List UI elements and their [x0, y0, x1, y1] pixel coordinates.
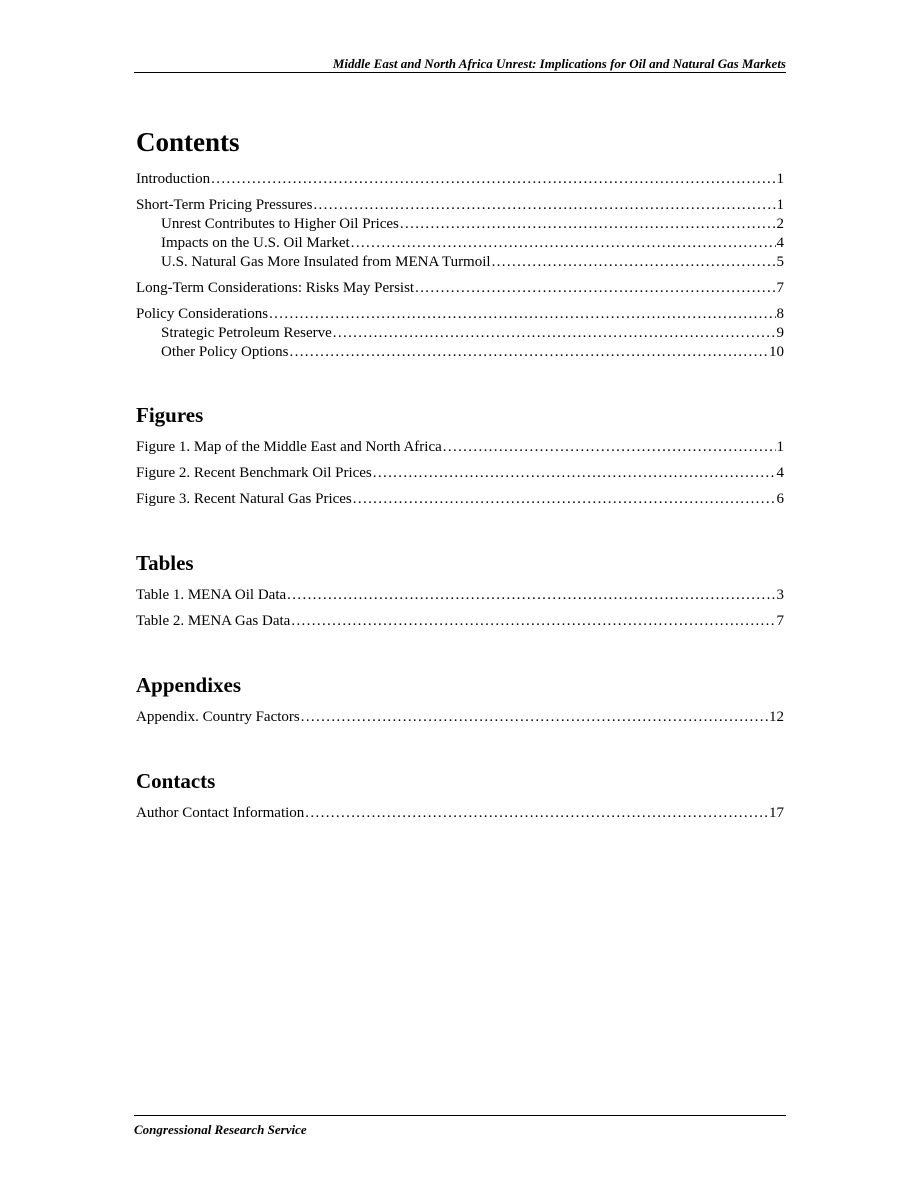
toc-entry-title: Figure 2. Recent Benchmark Oil Prices: [136, 465, 372, 481]
toc-entry[interactable]: [136, 343, 784, 361]
toc-entry[interactable]: [136, 612, 784, 630]
toc-entry-page-number: 4: [776, 235, 784, 251]
contents-heading: Contents: [136, 127, 240, 157]
dot-leader: [400, 215, 776, 233]
toc-entry-title: Table 1. MENA Oil Data: [136, 587, 287, 603]
figures-list: [136, 438, 784, 508]
toc-entry[interactable]: [136, 253, 784, 271]
toc-entry[interactable]: [136, 196, 784, 214]
toc-entry-page-number: 6: [776, 491, 784, 507]
toc-entry[interactable]: [136, 438, 784, 456]
toc-entry-page-number: 3: [776, 587, 784, 603]
toc-entry[interactable]: [136, 324, 784, 342]
toc-entry-title: Unrest Contributes to Higher Oil Prices: [161, 216, 399, 232]
running-header: [134, 55, 786, 73]
dot-leader: [492, 253, 776, 271]
contacts-heading: Contacts: [136, 769, 216, 793]
toc-entry-page-number: 1: [776, 171, 784, 187]
page-footer: [134, 1115, 786, 1138]
toc-entry-title: Introduction: [136, 171, 211, 187]
dot-leader: [291, 612, 775, 630]
appendixes-section: [136, 670, 784, 726]
tables-list: [136, 586, 784, 630]
appendixes-list: [136, 708, 784, 726]
contents-list: [136, 170, 784, 361]
toc-entry-page-number: 4: [776, 465, 784, 481]
toc-entry-page-number: 5: [776, 254, 784, 270]
dot-leader: [313, 196, 775, 214]
dot-leader: [351, 234, 776, 252]
toc-entry-title: Appendix. Country Factors: [136, 709, 300, 725]
contents-section: [136, 122, 784, 361]
dot-leader: [211, 170, 775, 188]
appendixes-heading: Appendixes: [136, 673, 242, 697]
toc-entry[interactable]: [136, 804, 784, 822]
toc-entry-page-number: 8: [776, 306, 784, 322]
toc-entry-page-number: 9: [776, 325, 784, 341]
toc-entry-title: Other Policy Options: [161, 344, 289, 360]
dot-leader: [373, 464, 776, 482]
running-header-title: Middle East and North Africa Unrest: Implications for Oil and Natural Gas Markets: [332, 56, 786, 71]
toc-entry-title: Impacts on the U.S. Oil Market: [161, 235, 350, 251]
toc-entry-title: Strategic Petroleum Reserve: [161, 325, 332, 341]
dot-leader: [415, 279, 775, 297]
footer-text: Congressional Research Service: [134, 1122, 307, 1137]
toc-entry[interactable]: [136, 490, 784, 508]
toc-entry-page-number: 2: [776, 216, 784, 232]
toc-entry-title: Author Contact Information: [136, 805, 305, 821]
tables-heading: Tables: [136, 551, 194, 575]
contacts-list: [136, 804, 784, 822]
toc-entry-title: Short-Term Pricing Pressures: [136, 197, 313, 213]
toc-entry[interactable]: [136, 279, 784, 297]
toc-entry-page-number: 17: [769, 805, 784, 821]
toc-entry-page-number: 7: [776, 613, 784, 629]
toc-entry-page-number: 1: [776, 197, 784, 213]
dot-leader: [353, 490, 776, 508]
tables-section: [136, 548, 784, 630]
toc-entry-title: Long-Term Considerations: Risks May Persist: [136, 280, 415, 296]
toc-entry-title: Figure 1. Map of the Middle East and North Africa: [136, 439, 442, 455]
toc-entry-page-number: 7: [776, 280, 784, 296]
dot-leader: [269, 305, 775, 323]
dot-leader: [301, 708, 768, 726]
toc-entry-title: Figure 3. Recent Natural Gas Prices: [136, 491, 352, 507]
toc-entry[interactable]: [136, 234, 784, 252]
figures-section: [136, 400, 784, 508]
toc-entry-title: Policy Considerations: [136, 306, 269, 322]
dot-leader: [287, 586, 775, 604]
toc-entry-page-number: 10: [769, 344, 784, 360]
toc-entry[interactable]: [136, 586, 784, 604]
toc-entry-page-number: 12: [769, 709, 784, 725]
dot-leader: [333, 324, 776, 342]
dot-leader: [443, 438, 776, 456]
toc-entry[interactable]: [136, 305, 784, 323]
toc-entry-title: U.S. Natural Gas More Insulated from MENA Turmoil: [161, 254, 491, 270]
toc-entry[interactable]: [136, 170, 784, 188]
toc-entry[interactable]: [136, 215, 784, 233]
toc-entry-page-number: 1: [776, 439, 784, 455]
table-of-contents: [136, 122, 784, 822]
toc-entry[interactable]: [136, 708, 784, 726]
toc-entry-title: Table 2. MENA Gas Data: [136, 613, 291, 629]
dot-leader: [290, 343, 769, 361]
contacts-section: [136, 766, 784, 822]
dot-leader: [305, 804, 768, 822]
figures-heading: Figures: [136, 403, 204, 427]
toc-entry[interactable]: [136, 464, 784, 482]
